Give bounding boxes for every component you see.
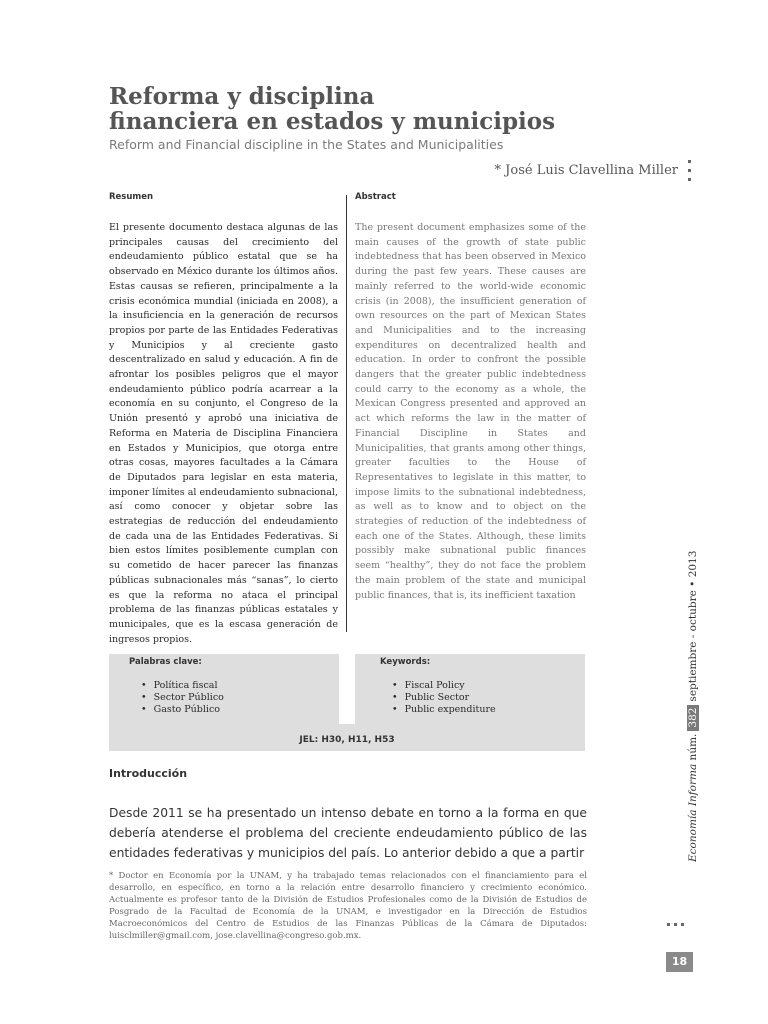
column-divider [346,195,347,632]
page-number: 18 [666,952,693,972]
keywords-en-heading: Keywords: [380,657,431,667]
author-name: * José Luis Clavellina Miller [494,163,678,178]
issue-number: 382 [687,705,699,731]
introduction-heading: Introducción [109,767,188,780]
keyword-es-item: • Sector Público [141,692,224,704]
decorative-dots-horizontal [667,911,688,930]
keyword-es-item: • Gasto Público [141,704,224,716]
article-title [109,84,649,134]
introduction-text: Desde 2011 se ha presentado un intenso debate en torno a la forma en que debería atenderse el problema del creciente endeudamiento público de las entidades federativas y municipios del país. Lo anterior debido a que a partir [109,806,587,860]
keyword-en-item: • Public Sector [392,692,496,704]
title-line-2: financiera en estados y municipios [109,108,556,135]
author-footnote: * Doctor en Economía por la UNAM, y ha trabajado temas relacionados con el financiamiento para el desarrollo, en específico, en torno a la relación entre desarrollo financiero y crecimiento económico. Actualmente es profesor tanto de la División de Estudios Profesionales como de la División de Estudios de Posgrado de la Facultad de Economía de la UNAM, e investigador en la Dirección de Estudios Macroeconómicos del Centro de Estudios de las Finanzas Públicas de la Cámara de Diputados: luisclmiller@gmail.com, jose.clavellina@congreso.gob.mx. [109,871,587,941]
issue-date: septiembre - octubre • 2013 [687,550,699,702]
resumen-heading: Resumen [109,192,154,202]
keyword-en-item: • Fiscal Policy [392,680,496,692]
keywords-en-box [355,654,585,724]
keyword-es-item: • Política fiscal [141,680,224,692]
abstract-text: The present document emphasizes some of the main causes of the growth of state public indebtedness that has been observed in Mexico during the past few years. These causes are mainly referred to the world-wide economic crisis (in 2008), the insufficient generation of own resources on the part of Mexican States and Municipalities and to the increasing expenditures on decentralized health and education. In order to confront the possible dangers that the greater public indebtedness could carry to the economy as a whole, the Mexican Congress presented and approved an act which reforms the law in the matter of Financial Discipline in States and Municipalities, that grants among other things, greater faculties to the House of Representatives to legislate in this matter, to impose limits to the subnational indebtedness, as well as to know and to object on the strategies of reduction of the indebtedness of each one of the States. Although, these limits possibly make subnational public finances seem “healthy”, they do not face the problem the main problem of the state and municipal public finances, that is, its inefficient taxation [355,222,586,601]
keyword-en-item: • Public expenditure [392,704,496,716]
journal-name: Economía Informa [687,763,699,862]
keywords-es-box [109,654,339,724]
keywords-en-list [392,680,496,716]
journal-num-label: núm. [687,733,699,761]
abstract-heading: Abstract [355,192,396,202]
decorative-dots-vertical [688,160,692,187]
title-line-1: Reforma y disciplina [109,83,375,110]
keywords-es-list [141,680,224,716]
article-subtitle: Reform and Financial discipline in the States and Municipalities [109,137,504,152]
jel-codes: JEL: H30, H11, H53 [299,735,395,745]
keywords-es-heading: Palabras clave: [129,657,202,667]
journal-running-head [687,551,699,862]
resumen-text: El presente documento destaca algunas de las principales causas del crecimiento del endeudamiento público estatal que se ha observado en México durante los últimos años. Estas causas se refieren, principalmente a la crisis económica mundial (iniciada en 2008), a la insuficiencia en la generación de recursos propios por parte de las Entidades Federativas y Municipios y al creciente gasto descentralizado en salud y educación. A fin de afrontar los posibles peligros que el mayor endeudamiento público podría acarrear a la economía en su conjunto, el Congreso de la Unión presentó y aprobó una iniciativa de Reforma en Materia de Disciplina Financiera en Estados y Municipios, que otorga entre otras cosas, mayores facultades a la Cámara de Diputados para legislar en esta materia, imponer límites al endeudamiento subnacional, así como conocer y objetar sobre las estrategias de reducción del endeudamiento de cada una de las Entidades Federativas. Si bien estos límites posiblemente cumplan con su cometido de hacer parecer las finanzas públicas subnacionales más “sanas”, lo cierto es que la reforma no ataca el principal problema de las finanzas públicas estatales y municipales, que es la escasa generación de ingresos propios. [109,222,338,645]
